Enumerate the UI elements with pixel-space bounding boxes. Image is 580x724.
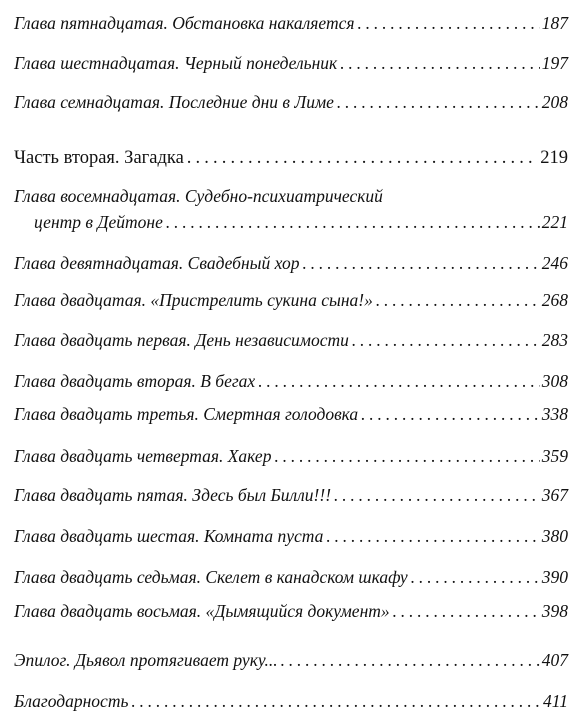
dot-leader bbox=[337, 89, 540, 115]
toc-entry-title: Глава двадцать вторая. В бегах bbox=[14, 371, 256, 391]
dot-leader bbox=[340, 50, 540, 76]
toc-entry bbox=[14, 50, 568, 76]
toc-entry-title: Глава пятнадцатая. Обстановка накаляется bbox=[14, 13, 355, 33]
toc-entry-page: 187 bbox=[541, 13, 568, 33]
toc-entry-title: Часть вторая. Загадка bbox=[14, 148, 184, 168]
toc-entry bbox=[14, 10, 568, 36]
toc-entry-title: Глава двадцать четвертая. Хакер bbox=[14, 446, 272, 466]
toc-entry-title: Глава двадцать третья. Смертная голодовка bbox=[14, 404, 359, 424]
toc-entry bbox=[14, 523, 568, 549]
toc-entry bbox=[14, 482, 568, 508]
dot-leader bbox=[393, 598, 540, 624]
dot-leader bbox=[131, 688, 541, 714]
toc-entry-page: 367 bbox=[541, 485, 568, 505]
toc-entry-title: Эпилог. Дьявол протягивает руку... bbox=[14, 650, 278, 670]
toc-entry-title: Глава шестнадцатая. Черный понедельник bbox=[14, 53, 338, 73]
dot-leader bbox=[411, 564, 540, 590]
dot-leader bbox=[326, 523, 539, 549]
toc-entry-page: 308 bbox=[541, 371, 568, 391]
toc-entry bbox=[14, 287, 568, 313]
toc-entry-title: Глава двадцатая. «Пристрелить сукина сына!» bbox=[14, 290, 373, 310]
toc-entry-page: 246 bbox=[541, 253, 568, 273]
toc-entry bbox=[14, 443, 568, 469]
toc-entry-title: Глава двадцать седьмая. Скелет в канадском шкафу bbox=[14, 567, 408, 587]
toc-entry-title: Глава восемнадцатая. Судебно-психиатрический bbox=[14, 186, 383, 206]
dot-leader bbox=[187, 145, 538, 171]
toc-entry bbox=[14, 368, 568, 394]
toc-entry bbox=[14, 401, 568, 427]
toc-part-heading bbox=[14, 145, 568, 171]
dot-leader bbox=[352, 327, 540, 353]
toc-entry-title: Глава девятнадцатая. Свадебный хор bbox=[14, 253, 300, 273]
toc-entry bbox=[14, 327, 568, 353]
toc-entry-title: Глава семнадцатая. Последние дни в Лиме bbox=[14, 92, 334, 112]
toc-entry-title: Благодарность bbox=[14, 691, 129, 711]
toc-entry bbox=[14, 564, 568, 590]
toc-entry bbox=[14, 647, 568, 673]
toc-entry-page: 197 bbox=[541, 53, 568, 73]
dot-leader bbox=[361, 401, 540, 427]
dot-leader bbox=[166, 209, 540, 235]
toc-entry-title: Глава двадцать первая. День независимости bbox=[14, 330, 349, 350]
toc-entry-page: 283 bbox=[541, 330, 568, 350]
dot-leader bbox=[281, 647, 540, 673]
dot-leader bbox=[258, 368, 540, 394]
toc-entry bbox=[14, 688, 568, 714]
toc-entry-page: 398 bbox=[541, 601, 568, 621]
dot-leader bbox=[334, 482, 540, 508]
toc-entry bbox=[14, 598, 568, 624]
toc-entry-title: Глава двадцать шестая. Комната пуста bbox=[14, 526, 324, 546]
toc-entry-page: 219 bbox=[540, 148, 568, 168]
toc-entry-page: 407 bbox=[541, 650, 568, 670]
toc-entry-title: Глава двадцать восьмая. «Дымящийся документ» bbox=[14, 601, 390, 621]
toc-entry bbox=[14, 250, 568, 276]
toc-entry-page: 208 bbox=[541, 92, 568, 112]
dot-leader bbox=[302, 250, 539, 276]
dot-leader bbox=[357, 10, 539, 36]
dot-leader bbox=[376, 287, 540, 313]
toc-entry-page: 268 bbox=[541, 290, 568, 310]
toc-entry-title: Глава двадцать пятая. Здесь был Билли!!! bbox=[14, 485, 332, 505]
toc-entry-page: 359 bbox=[541, 446, 568, 466]
toc-entry-page: 221 bbox=[541, 212, 568, 232]
toc-entry bbox=[14, 183, 568, 235]
toc-entry-page: 380 bbox=[541, 526, 568, 546]
toc-entry-title-continued: центр в Дейтоне bbox=[34, 212, 163, 232]
toc-entry bbox=[14, 89, 568, 115]
toc-entry-page: 338 bbox=[541, 404, 568, 424]
toc-entry-page: 411 bbox=[543, 691, 568, 711]
dot-leader bbox=[274, 443, 539, 469]
toc-entry-page: 390 bbox=[541, 567, 568, 587]
